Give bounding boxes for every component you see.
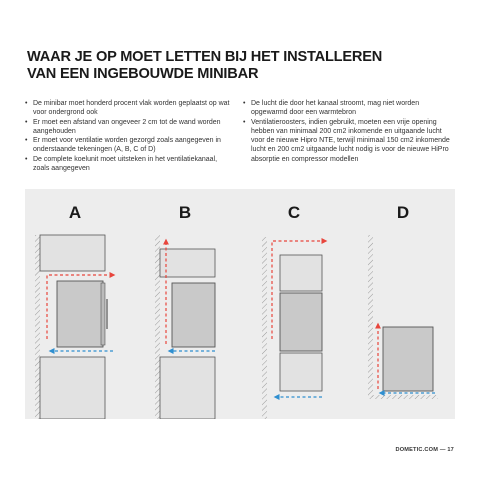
instructions-right-column	[243, 99, 453, 164]
minibar	[172, 283, 215, 347]
upper-cabinet	[280, 255, 322, 291]
diagram-label-a: A	[68, 203, 82, 222]
bullet-item: • De minibar moet honderd procent vlak worden geplaatst op wat voor ondergrond ook	[25, 99, 230, 118]
diagram-b	[155, 203, 215, 419]
minibar	[383, 327, 433, 391]
diagram-d	[368, 203, 438, 399]
installation-diagrams-svg	[25, 189, 455, 419]
diagram-label-d: D	[396, 203, 410, 222]
diagram-label-c: C	[287, 203, 301, 222]
upper-cabinet	[160, 249, 215, 277]
bullet-item: • De lucht die door het kanaal stroomt, mag niet worden opgewarmd door een warmtebron	[243, 99, 453, 118]
page-title-line-2: VAN EEN INGEBOUWDE MINIBAR	[27, 66, 259, 82]
installation-diagrams-panel	[25, 189, 455, 419]
floor	[368, 395, 438, 399]
instructions-left-column	[25, 99, 230, 173]
diagram-c	[262, 203, 325, 419]
diagram-a	[35, 203, 113, 419]
bullet-item: • Ventilatieroosters, indien gebruikt, moeten een vrije opening hebben van minimaal 200 cm2 inkomende en uitgaande lucht voor de nieuwe Hipro NTE, terwijl minimaal 150 cm2 inkomende lucht en 200 cm2 uitgaande lucht nodig is voor de nieuwe HiPro absorptie en compressor modellen	[243, 118, 453, 164]
bullet-item: • De complete koelunit moet uitsteken in het ventilatiekanaal, zoals aangegeven	[25, 155, 230, 174]
page-title-line-1: WAAR JE OP MOET LETTEN BIJ HET INSTALLEREN	[27, 49, 383, 65]
minibar	[57, 281, 103, 347]
lower-cabinet	[40, 357, 105, 419]
bullet-item: • Er moet een afstand van ongeveer 2 cm tot de wand worden aangehouden	[25, 118, 230, 137]
wall	[155, 235, 160, 419]
wall	[262, 237, 267, 419]
lower-cabinet	[160, 357, 215, 419]
page-footer: DOMETIC.COM — 17	[395, 447, 454, 453]
wall	[368, 235, 373, 397]
diagram-label-b: B	[178, 203, 192, 222]
wall	[35, 235, 40, 419]
minibar-door	[101, 283, 105, 345]
upper-cabinet	[40, 235, 105, 271]
page-title	[27, 49, 447, 83]
lower-cabinet	[280, 353, 322, 391]
minibar	[280, 293, 322, 351]
bullet-item: • Er moet voor ventilatie worden gezorgd zoals aangegeven in onderstaande tekeningen (A, B, C of D)	[25, 136, 230, 155]
